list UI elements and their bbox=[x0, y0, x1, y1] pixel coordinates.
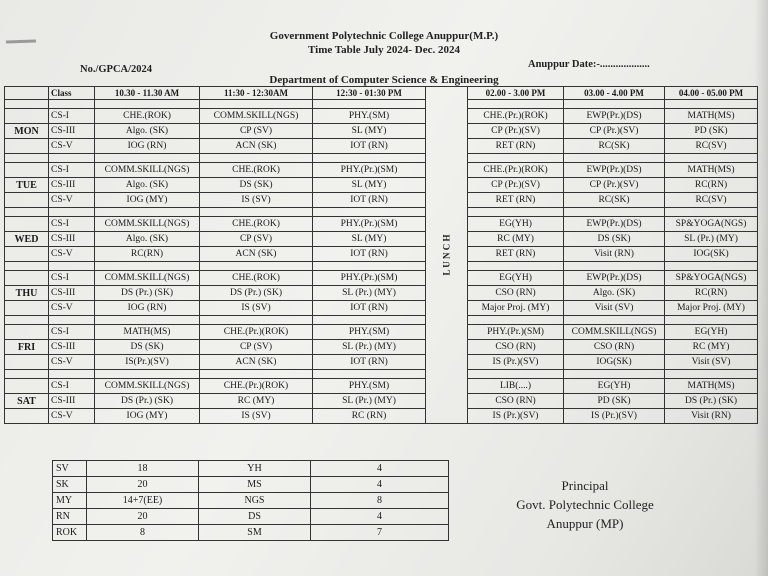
spacer-row bbox=[5, 208, 758, 217]
day-cell bbox=[5, 139, 49, 154]
period-cell: RC (MY) bbox=[200, 394, 313, 409]
class-cell: CS-V bbox=[49, 139, 95, 154]
spacer-cell bbox=[5, 208, 49, 217]
period-cell: Visit (RN) bbox=[564, 247, 665, 262]
lunch-text: L U N C H bbox=[441, 234, 452, 276]
spacer-cell bbox=[200, 370, 313, 379]
timetable-row bbox=[5, 109, 758, 124]
spacer-cell bbox=[564, 370, 665, 379]
date-line: Anuppur Date:-................... bbox=[528, 59, 650, 70]
header-class: Class bbox=[49, 87, 95, 100]
period-cell: CHE.(Pr.)(ROK) bbox=[468, 163, 564, 178]
teacher-code: NGS bbox=[199, 493, 311, 509]
faculty-load-table bbox=[52, 460, 449, 541]
period-cell: IS (Pr.)(SV) bbox=[468, 355, 564, 370]
period-cell: IS (Pr.)(SV) bbox=[564, 409, 665, 424]
spacer-row bbox=[5, 100, 758, 109]
day-cell bbox=[5, 301, 49, 316]
timetable bbox=[4, 86, 758, 424]
period-cell: COMM.SKILL(NGS) bbox=[95, 379, 200, 394]
period-cell: Major Proj. (MY) bbox=[468, 301, 564, 316]
spacer-cell bbox=[200, 262, 313, 271]
timetable-row bbox=[5, 247, 758, 262]
class-cell: CS-I bbox=[49, 163, 95, 178]
timetable-row bbox=[5, 355, 758, 370]
timetable-row bbox=[5, 193, 758, 208]
period-cell: DS (Pr.) (SK) bbox=[665, 394, 758, 409]
spacer-cell bbox=[665, 208, 758, 217]
day-cell bbox=[5, 193, 49, 208]
spacer-cell bbox=[665, 100, 758, 109]
period-cell: IS (SV) bbox=[200, 301, 313, 316]
period-cell: EG(YH) bbox=[665, 325, 758, 340]
period-cell: IS (SV) bbox=[200, 409, 313, 424]
period-cell: RC (RN) bbox=[313, 409, 426, 424]
spacer-cell bbox=[468, 208, 564, 217]
day-cell bbox=[5, 247, 49, 262]
period-cell: LIB(....) bbox=[468, 379, 564, 394]
period-cell: CP (SV) bbox=[200, 340, 313, 355]
teacher-hours: 20 bbox=[87, 509, 199, 525]
teacher-hours: 4 bbox=[311, 461, 449, 477]
teacher-code: MY bbox=[53, 493, 87, 509]
period-cell: SL (Pr.) (MY) bbox=[313, 340, 426, 355]
timetable-row bbox=[5, 163, 758, 178]
spacer-cell bbox=[200, 154, 313, 163]
class-cell: CS-III bbox=[49, 232, 95, 247]
period-cell: COMM.SKILL(NGS) bbox=[95, 217, 200, 232]
timetable-row bbox=[5, 124, 758, 139]
period-cell: IOG(SK) bbox=[665, 247, 758, 262]
period-cell: PHY.(Pr.)(SM) bbox=[313, 271, 426, 286]
period-cell: ACN (SK) bbox=[200, 355, 313, 370]
period-cell: EG(YH) bbox=[564, 379, 665, 394]
period-cell: EWP(Pr.)(DS) bbox=[564, 163, 665, 178]
period-cell: COMM.SKILL(NGS) bbox=[564, 325, 665, 340]
period-cell: EG(YH) bbox=[468, 271, 564, 286]
day-cell bbox=[5, 379, 49, 394]
period-cell: SL (MY) bbox=[313, 178, 426, 193]
period-cell: CHE.(Pr.)(ROK) bbox=[468, 109, 564, 124]
day-cell: FRI bbox=[5, 340, 49, 355]
spacer-cell bbox=[5, 370, 49, 379]
spacer-cell bbox=[5, 262, 49, 271]
period-cell: CSO (RN) bbox=[468, 394, 564, 409]
spacer-cell bbox=[5, 100, 49, 109]
signature-place: Anuppur (MP) bbox=[546, 516, 624, 531]
teacher-code: DS bbox=[199, 509, 311, 525]
day-cell bbox=[5, 109, 49, 124]
spacer-cell bbox=[200, 316, 313, 325]
period-cell: CP (SV) bbox=[200, 232, 313, 247]
spacer-cell bbox=[49, 154, 95, 163]
period-cell: PD (SK) bbox=[665, 124, 758, 139]
class-cell: CS-I bbox=[49, 217, 95, 232]
day-cell: WED bbox=[5, 232, 49, 247]
slot-header: 02.00 - 3.00 PM bbox=[468, 87, 564, 100]
load-row bbox=[53, 461, 449, 477]
spacer-cell bbox=[313, 370, 426, 379]
day-cell: THU bbox=[5, 286, 49, 301]
period-cell: Algo. (SK) bbox=[564, 286, 665, 301]
period-cell: SP&YOGA(NGS) bbox=[665, 271, 758, 286]
spacer-cell bbox=[5, 154, 49, 163]
period-cell: RET (RN) bbox=[468, 139, 564, 154]
period-cell: SL (Pr.) (MY) bbox=[313, 286, 426, 301]
period-cell: CP (SV) bbox=[200, 124, 313, 139]
period-cell: DS (Pr.) (SK) bbox=[95, 394, 200, 409]
class-cell: CS-V bbox=[49, 409, 95, 424]
period-cell: SL (MY) bbox=[313, 124, 426, 139]
spacer-cell bbox=[313, 100, 426, 109]
spacer-cell bbox=[95, 100, 200, 109]
period-cell: IOT (RN) bbox=[313, 355, 426, 370]
spacer-cell bbox=[95, 316, 200, 325]
spacer-cell bbox=[564, 154, 665, 163]
spacer-cell bbox=[313, 316, 426, 325]
period-cell: ACN (SK) bbox=[200, 247, 313, 262]
period-cell: RC(RN) bbox=[95, 247, 200, 262]
header-day-cell bbox=[5, 87, 49, 100]
spacer-cell bbox=[313, 262, 426, 271]
period-cell: IOG (MY) bbox=[95, 409, 200, 424]
spacer-cell bbox=[49, 208, 95, 217]
teacher-code: SK bbox=[53, 477, 87, 493]
spacer-cell bbox=[49, 262, 95, 271]
period-cell: RC(RN) bbox=[665, 178, 758, 193]
timetable-row bbox=[5, 409, 758, 424]
period-cell: CP (Pr.)(SV) bbox=[468, 178, 564, 193]
teacher-hours: 4 bbox=[311, 477, 449, 493]
spacer-cell bbox=[49, 100, 95, 109]
class-cell: CS-V bbox=[49, 301, 95, 316]
spacer-cell bbox=[468, 100, 564, 109]
slot-header: 11:30 - 12:30AM bbox=[200, 87, 313, 100]
period-cell: CP (Pr.)(SV) bbox=[468, 124, 564, 139]
period-cell: RC(SK) bbox=[564, 139, 665, 154]
timetable-row bbox=[5, 232, 758, 247]
teacher-code: YH bbox=[199, 461, 311, 477]
slot-header: 12:30 - 01:30 PM bbox=[313, 87, 426, 100]
period-cell: CHE.(ROK) bbox=[95, 109, 200, 124]
college-title: Government Polytechnic College Anuppur(M.P.) bbox=[269, 30, 499, 42]
class-cell: CS-III bbox=[49, 178, 95, 193]
timetable-row bbox=[5, 139, 758, 154]
period-cell: IOG(SK) bbox=[564, 355, 665, 370]
slot-header: 10.30 - 11.30 AM bbox=[95, 87, 200, 100]
timetable-row bbox=[5, 271, 758, 286]
timetable-row bbox=[5, 379, 758, 394]
period-cell: MATH(MS) bbox=[665, 379, 758, 394]
period-cell: IOT (RN) bbox=[313, 139, 426, 154]
day-cell bbox=[5, 355, 49, 370]
timetable-row bbox=[5, 286, 758, 301]
day-cell: MON bbox=[5, 124, 49, 139]
period-cell: Visit (SV) bbox=[665, 355, 758, 370]
period-cell: CP (Pr.)(SV) bbox=[564, 124, 665, 139]
period-cell: EWP(Pr.)(DS) bbox=[564, 217, 665, 232]
period-cell: SP&YOGA(NGS) bbox=[665, 217, 758, 232]
day-cell bbox=[5, 325, 49, 340]
spacer-cell bbox=[665, 316, 758, 325]
period-cell: COMM.SKILL(NGS) bbox=[95, 163, 200, 178]
class-cell: CS-III bbox=[49, 124, 95, 139]
period-cell: EWP(Pr.)(DS) bbox=[564, 109, 665, 124]
load-row bbox=[53, 509, 449, 525]
period-cell: PHY.(Pr.)(SM) bbox=[313, 217, 426, 232]
teacher-hours: 4 bbox=[311, 509, 449, 525]
class-cell: CS-III bbox=[49, 286, 95, 301]
period-cell: SL (Pr.) (MY) bbox=[665, 232, 758, 247]
spacer-row bbox=[5, 262, 758, 271]
class-cell: CS-V bbox=[49, 193, 95, 208]
spacer-row bbox=[5, 370, 758, 379]
spacer-cell bbox=[564, 208, 665, 217]
teacher-code: ROK bbox=[53, 525, 87, 541]
period-cell: Algo. (SK) bbox=[95, 178, 200, 193]
spacer-cell bbox=[468, 316, 564, 325]
period-cell: CHE.(ROK) bbox=[200, 271, 313, 286]
teacher-hours: 18 bbox=[87, 461, 199, 477]
class-cell: CS-V bbox=[49, 247, 95, 262]
period-cell: CP (Pr.)(SV) bbox=[564, 178, 665, 193]
period-cell: CHE.(Pr.)(ROK) bbox=[200, 379, 313, 394]
spacer-cell bbox=[200, 100, 313, 109]
period-cell: DS (SK) bbox=[95, 340, 200, 355]
period-cell: DS (Pr.) (SK) bbox=[95, 286, 200, 301]
spacer-cell bbox=[313, 154, 426, 163]
lunch-label bbox=[426, 87, 468, 424]
spacer-cell bbox=[564, 262, 665, 271]
period-cell: IS(Pr.)(SV) bbox=[95, 355, 200, 370]
period-cell: CSO (RN) bbox=[468, 286, 564, 301]
period-cell: RC(SV) bbox=[665, 139, 758, 154]
period-cell: MATH(MS) bbox=[665, 163, 758, 178]
period-cell: Visit (SV) bbox=[564, 301, 665, 316]
period-cell: IOG (MY) bbox=[95, 193, 200, 208]
spacer-cell bbox=[468, 370, 564, 379]
reference-number: No./GPCA/2024 bbox=[80, 64, 153, 75]
spacer-row bbox=[5, 316, 758, 325]
session-title: Time Table July 2024- Dec. 2024 bbox=[308, 44, 460, 56]
spacer-cell bbox=[564, 100, 665, 109]
page-edge-shadow bbox=[754, 0, 768, 576]
class-cell: CS-I bbox=[49, 379, 95, 394]
spacer-cell bbox=[665, 262, 758, 271]
load-row bbox=[53, 477, 449, 493]
class-cell: CS-I bbox=[49, 271, 95, 286]
period-cell: IOT (RN) bbox=[313, 193, 426, 208]
timetable-row bbox=[5, 325, 758, 340]
spacer-cell bbox=[468, 262, 564, 271]
spacer-cell bbox=[95, 154, 200, 163]
period-cell: IOT (RN) bbox=[313, 247, 426, 262]
signature-title: Principal bbox=[561, 478, 609, 493]
period-cell: EWP(Pr.)(DS) bbox=[564, 271, 665, 286]
day-cell: TUE bbox=[5, 178, 49, 193]
spacer-cell bbox=[5, 316, 49, 325]
spacer-cell bbox=[200, 208, 313, 217]
day-cell bbox=[5, 409, 49, 424]
period-cell: ACN (SK) bbox=[200, 139, 313, 154]
spacer-cell bbox=[313, 208, 426, 217]
period-cell: PHY.(SM) bbox=[313, 379, 426, 394]
period-cell: RC(SK) bbox=[564, 193, 665, 208]
teacher-hours: 7 bbox=[311, 525, 449, 541]
signature-college: Govt. Polytechnic College bbox=[516, 497, 654, 512]
class-cell: CS-V bbox=[49, 355, 95, 370]
period-cell: RC (MY) bbox=[665, 340, 758, 355]
period-cell: IOT (RN) bbox=[313, 301, 426, 316]
period-cell: RC(SV) bbox=[665, 193, 758, 208]
teacher-hours: 8 bbox=[311, 493, 449, 509]
period-cell: PHY.(Pr.)(SM) bbox=[313, 163, 426, 178]
class-cell: CS-III bbox=[49, 394, 95, 409]
period-cell: PD (SK) bbox=[564, 394, 665, 409]
period-cell: IOG (RN) bbox=[95, 139, 200, 154]
period-cell: COMM.SKILL(NGS) bbox=[95, 271, 200, 286]
period-cell: COMM.SKILL(NGS) bbox=[200, 109, 313, 124]
period-cell: Visit (RN) bbox=[665, 409, 758, 424]
day-cell bbox=[5, 271, 49, 286]
period-cell: RET (RN) bbox=[468, 247, 564, 262]
spacer-cell bbox=[95, 370, 200, 379]
timetable-row bbox=[5, 394, 758, 409]
timetable-row bbox=[5, 301, 758, 316]
spacer-row bbox=[5, 154, 758, 163]
period-cell: RC (MY) bbox=[468, 232, 564, 247]
period-cell: IOG (RN) bbox=[95, 301, 200, 316]
period-cell: IS (SV) bbox=[200, 193, 313, 208]
period-cell: RC(RN) bbox=[665, 286, 758, 301]
load-row bbox=[53, 525, 449, 541]
slot-header: 04.00 - 05.00 PM bbox=[665, 87, 758, 100]
period-cell: CHE.(ROK) bbox=[200, 163, 313, 178]
day-cell: SAT bbox=[5, 394, 49, 409]
class-cell: CS-III bbox=[49, 340, 95, 355]
period-cell: SL (Pr.) (MY) bbox=[313, 394, 426, 409]
spacer-cell bbox=[468, 154, 564, 163]
department-title: Department of Computer Science & Engineering bbox=[269, 74, 499, 86]
spacer-cell bbox=[95, 262, 200, 271]
teacher-hours: 14+7(EE) bbox=[87, 493, 199, 509]
period-cell: PHY.(Pr.)(SM) bbox=[468, 325, 564, 340]
teacher-hours: 8 bbox=[87, 525, 199, 541]
period-cell: SL (MY) bbox=[313, 232, 426, 247]
load-row bbox=[53, 493, 449, 509]
day-cell bbox=[5, 217, 49, 232]
teacher-code: RN bbox=[53, 509, 87, 525]
teacher-code: SM bbox=[199, 525, 311, 541]
spacer-cell bbox=[95, 208, 200, 217]
period-cell: DS (SK) bbox=[564, 232, 665, 247]
timetable-row bbox=[5, 178, 758, 193]
period-cell: Algo. (SK) bbox=[95, 232, 200, 247]
period-cell: DS (SK) bbox=[200, 178, 313, 193]
period-cell: CHE.(ROK) bbox=[200, 217, 313, 232]
spacer-cell bbox=[665, 370, 758, 379]
timetable-row bbox=[5, 340, 758, 355]
period-cell: PHY.(SM) bbox=[313, 109, 426, 124]
class-cell: CS-I bbox=[49, 109, 95, 124]
timetable-row bbox=[5, 217, 758, 232]
period-cell: MATH(MS) bbox=[665, 109, 758, 124]
period-cell: Algo. (SK) bbox=[95, 124, 200, 139]
spacer-cell bbox=[564, 316, 665, 325]
teacher-code: SV bbox=[53, 461, 87, 477]
class-cell: CS-I bbox=[49, 325, 95, 340]
period-cell: CSO (RN) bbox=[564, 340, 665, 355]
period-cell: CSO (RN) bbox=[468, 340, 564, 355]
period-cell: IS (Pr.)(SV) bbox=[468, 409, 564, 424]
spacer-cell bbox=[49, 316, 95, 325]
period-cell: CHE.(Pr.)(ROK) bbox=[200, 325, 313, 340]
teacher-code: MS bbox=[199, 477, 311, 493]
teacher-hours: 20 bbox=[87, 477, 199, 493]
period-cell: RET (RN) bbox=[468, 193, 564, 208]
period-cell: PHY.(SM) bbox=[313, 325, 426, 340]
period-cell: DS (Pr.) (SK) bbox=[200, 286, 313, 301]
spacer-cell bbox=[665, 154, 758, 163]
period-cell: Major Proj. (MY) bbox=[665, 301, 758, 316]
period-cell: EG(YH) bbox=[468, 217, 564, 232]
day-cell bbox=[5, 163, 49, 178]
period-cell: MATH(MS) bbox=[95, 325, 200, 340]
slot-header: 03.00 - 4.00 PM bbox=[564, 87, 665, 100]
spacer-cell bbox=[49, 370, 95, 379]
